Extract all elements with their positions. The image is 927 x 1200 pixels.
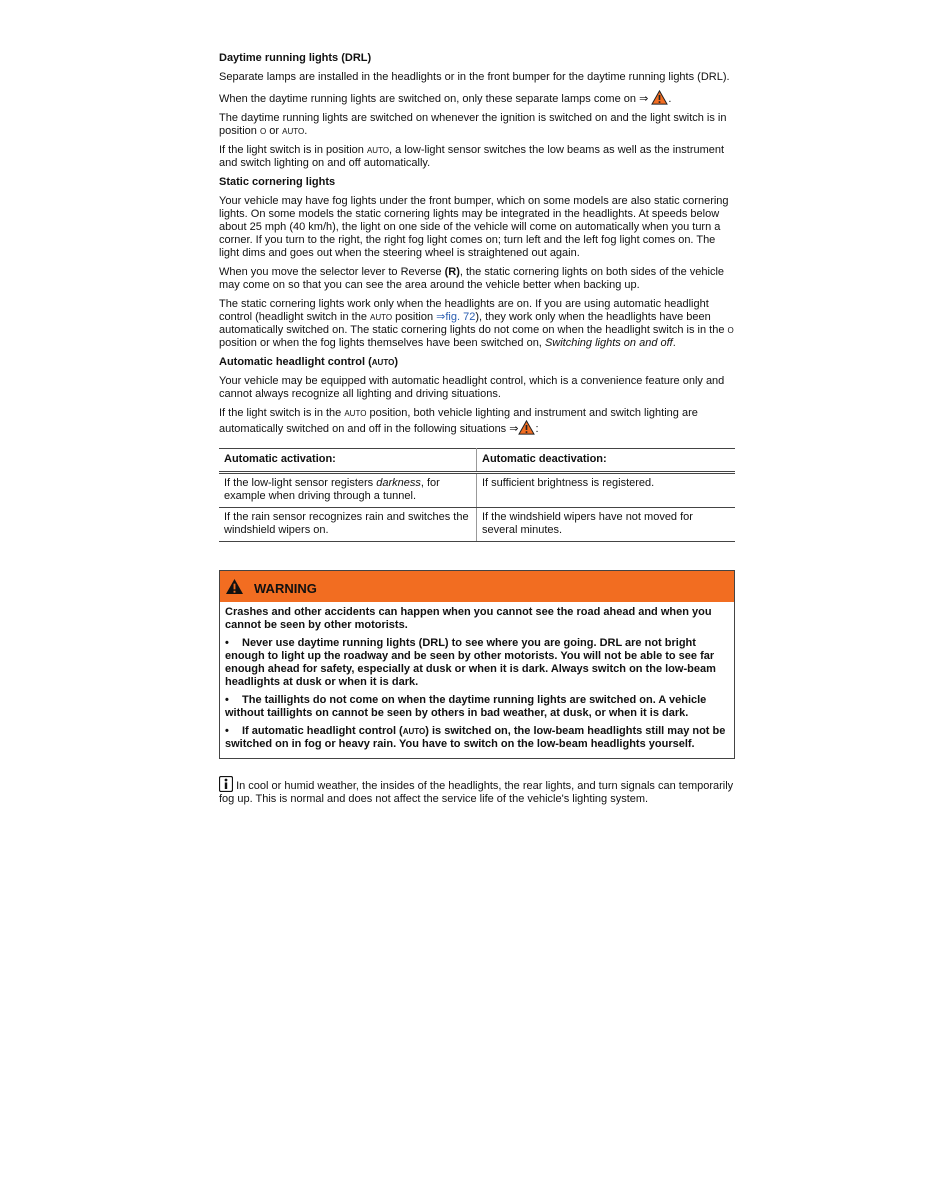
warning-intro: Crashes and other accidents can happen when you cannot see the road ahead and when you cannot be seen by other motorists.: [225, 606, 712, 631]
fig-72-link[interactable]: ⇒fig. 72: [436, 311, 476, 323]
reverse-gear-symbol: (R): [444, 266, 460, 278]
warning-bullet-2: [225, 694, 729, 720]
info-note: [219, 776, 735, 806]
bullet-icon: •: [225, 725, 229, 737]
table-row: [219, 473, 735, 508]
cornering-p2-text-b: , the static cornering lights on both sides of the vehicle may come on so that you can see the area around the vehicle better when backing up.: [219, 266, 725, 291]
warning-header: [220, 571, 734, 602]
cell-text-a: If the low-light sensor registers: [224, 477, 374, 489]
auto-heading: [219, 356, 735, 369]
switch-position-auto-symbol: AUTO: [371, 358, 395, 367]
cornering-p3-end: .: [672, 337, 676, 349]
auto-heading-text-b: ): [394, 356, 398, 368]
warning-triangle-icon[interactable]: [651, 90, 668, 105]
table-cell-deactivation: If sufficient brightness is registered.: [477, 473, 736, 508]
switching-lights-reference: Switching lights on and off: [544, 337, 673, 349]
automatic-control-table: [219, 448, 735, 542]
auto-p2-text-a: If the light switch is in the: [219, 407, 342, 419]
drl-p4-text-a: If the light switch is in position: [219, 144, 364, 156]
cell-italic-darkness: darkness: [376, 477, 421, 489]
warning-bullet-3-text-a: If automatic headlight control (: [242, 725, 403, 737]
table-cell-deactivation: If the windshield wipers have not moved for several minutes.: [477, 508, 736, 542]
switch-position-auto-symbol: AUTO: [366, 146, 390, 155]
warning-label: WARNING: [254, 581, 317, 596]
table-cell-activation: [219, 473, 477, 508]
switch-position-off-symbol: O: [727, 326, 734, 335]
switch-position-auto-symbol: AUTO: [402, 727, 426, 736]
table-header-activation: Automatic activation:: [219, 449, 477, 473]
warning-bullet-1-text: Never use daytime running lights (DRL) to see where you are going. DRL are not bright enough to light up the roadway and be seen by other motorists. You will not be able to see far enough ahead for safety, especially at dusk or when it is dark. Always switch on the low-beam headlights at dusk or when it is dark.: [225, 637, 716, 688]
cornering-p3-text-c: ), they work only when the headlights have been automatically switched on. The static cornering lights do not come on when the headlight switch is in the: [219, 311, 725, 336]
warning-bullet-1: [225, 637, 729, 689]
switch-position-off-symbol: O: [259, 127, 267, 136]
warning-triangle-icon: [225, 578, 244, 595]
drl-p3-text: The daytime running lights are switched on whenever the ignition is switched on and the light switch is in position: [219, 112, 727, 137]
table-header-row: [219, 449, 735, 473]
table-header-deactivation: Automatic deactivation:: [477, 449, 736, 473]
drl-p2-text: When the daytime running lights are switched on, only these separate lamps come on ⇒: [219, 93, 649, 105]
bullet-icon: •: [225, 637, 229, 649]
cornering-p2-text-a: When you move the selector lever to Reverse: [219, 266, 442, 278]
switch-position-auto-symbol: AUTO: [282, 127, 305, 136]
switch-position-auto-symbol: AUTO: [370, 313, 393, 322]
drl-p3-end: .: [304, 125, 308, 137]
cornering-paragraph-1: Your vehicle may have fog lights under the front bumper, which on some models are also static cornering lights. On some models the static cornering lights may be integrated in the headlights. At speeds below about 25 mph (40 km/h), the light on one side of the vehicle will come on automatically when you turn a corner. If you turn to the right, the right fog light comes on; turn left and the left fog light comes on. The light dims and goes out when the steering wheel is straightened out again.: [219, 195, 729, 259]
drl-paragraph-4: [219, 144, 735, 170]
drl-p3-or: or: [269, 125, 280, 137]
info-note-text: In cool or humid weather, the insides of the headlights, the rear lights, and turn signals can temporarily fog up. This is normal and does not affect the service life of the vehicle's lighting system.: [219, 780, 734, 805]
bullet-icon: •: [225, 694, 229, 706]
page-content: [219, 52, 735, 812]
drl-paragraph-2: [219, 90, 735, 106]
drl-heading: Daytime running lights (DRL): [219, 52, 372, 64]
cornering-heading: Static cornering lights: [219, 176, 336, 188]
cornering-p3-text-a: The static cornering lights work only when the headlights are on. If you are using automatic headlight control (headlight switch in the: [219, 298, 709, 323]
table-row: [219, 508, 735, 542]
warning-bullet-3-text-b: ) is switched on, the low-beam headlights still may not be switched on in fog or heavy rain. You have to switch on the low-beam headlights yourself.: [225, 725, 726, 750]
warning-triangle-icon[interactable]: [518, 420, 535, 435]
auto-p2-end: :: [535, 423, 539, 435]
cornering-p3-text-d: position or when the fog lights themselves have been switched on,: [219, 337, 542, 349]
cell-text-b: , for example when driving through a tunnel.: [224, 477, 440, 502]
drl-p4-text-b: , a low-light sensor switches the low beams as well as the instrument and switch lighting on and off automatically.: [219, 144, 725, 169]
table-cell-activation: If the rain sensor recognizes rain and switches the windshield wipers on.: [219, 508, 477, 542]
cornering-paragraph-3: [219, 298, 735, 350]
info-icon: [219, 776, 233, 792]
warning-body: [220, 602, 734, 758]
warning-box: [219, 570, 735, 759]
drl-p2-end: .: [668, 93, 672, 105]
auto-paragraph-1: Your vehicle may be equipped with automatic headlight control, which is a convenience feature only and cannot always recognize all lighting and driving situations.: [219, 375, 725, 400]
switch-position-auto-symbol: AUTO: [344, 409, 367, 418]
auto-p2-text-b: position, both vehicle lighting and instrument and switch lighting are automatically switched on and off in the following situations ⇒: [219, 407, 698, 435]
warning-bullet-3: [225, 725, 729, 751]
cornering-paragraph-2: [219, 266, 735, 292]
drl-paragraph-1: Separate lamps are installed in the headlights or in the front bumper for the daytime running lights (DRL).: [219, 71, 730, 83]
auto-paragraph-2: [219, 407, 735, 436]
auto-heading-text-a: Automatic headlight control (: [219, 356, 372, 368]
drl-paragraph-3: [219, 112, 735, 138]
cornering-p3-text-b: position: [395, 311, 434, 323]
warning-bullet-2-text: The taillights do not come on when the daytime running lights are switched on. A vehicle without taillights on cannot be seen by others in bad weather, at dusk, or when it is dark.: [225, 694, 707, 719]
